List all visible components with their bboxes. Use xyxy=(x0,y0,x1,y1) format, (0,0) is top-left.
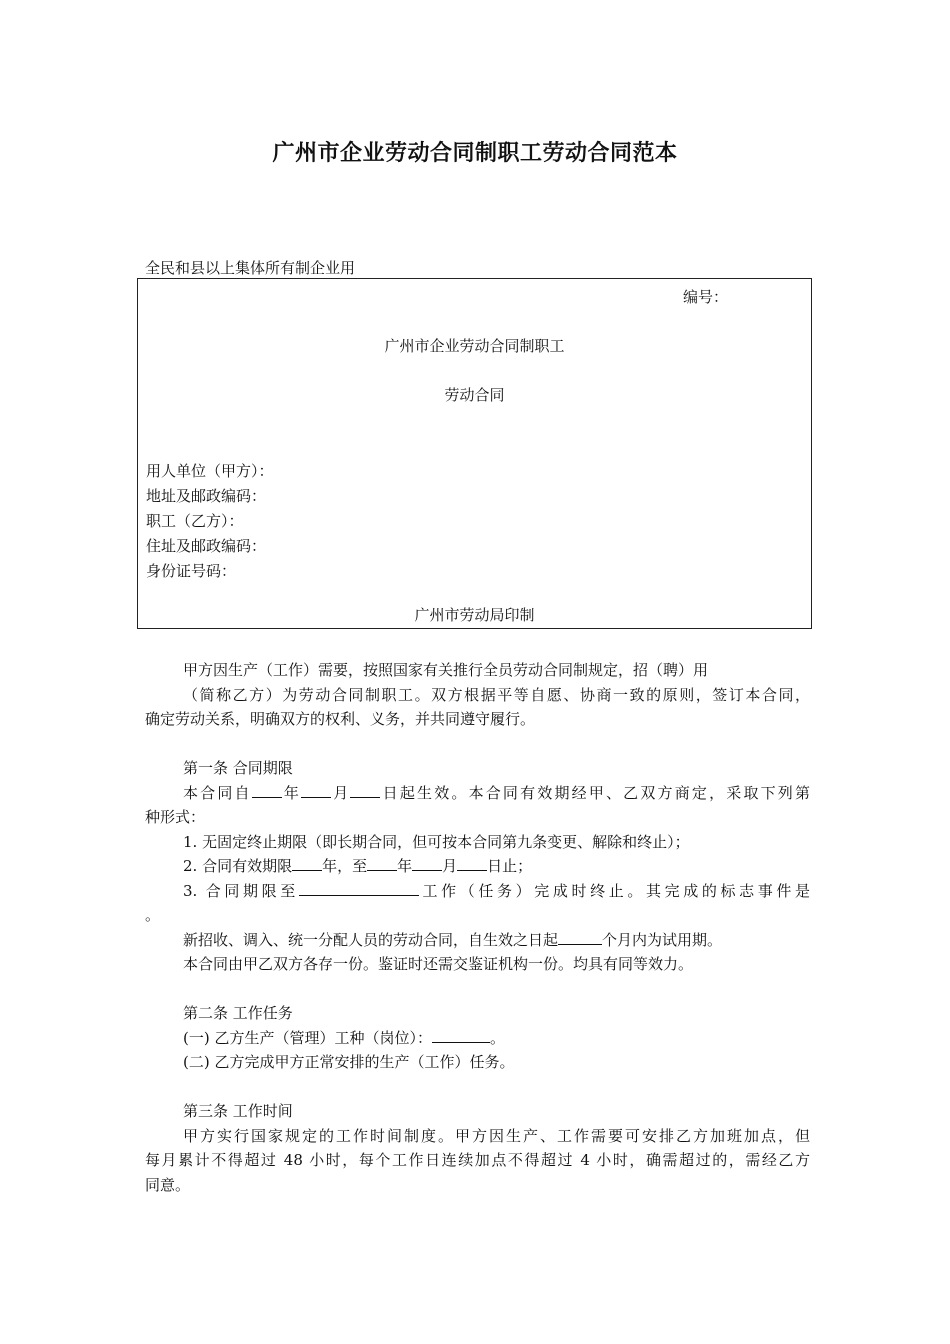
employer-address-field-label: 地址及邮政编码： xyxy=(146,487,267,505)
article1-heading: 第一条 合同期限 xyxy=(183,759,293,777)
article1-item2: 2. 合同有效期限 年，至 年 月 日止； xyxy=(183,857,533,875)
article1-copies: 本合同由甲乙双方各存一份。鉴证时还需交鉴证机构一份。均具有同等效力。 xyxy=(183,955,694,973)
preamble-line2: （简称乙方）为劳动合同制职工。双方根据平等自愿、协商一致的原则，签订本合同， xyxy=(183,685,810,704)
article1-paragraph1: 本合同自 年 月 日起生效。本合同有效期经甲、乙双方商定，采取下列第 xyxy=(183,783,810,802)
cover-fields xyxy=(146,459,274,584)
article2-heading: 第二条 工作任务 xyxy=(183,1004,293,1022)
preamble-line3: 确定劳动关系，明确双方的权利、义务，并共同遵守履行。 xyxy=(145,710,536,728)
document-subtitle: 全民和县以上集体所有制企业用 xyxy=(145,259,356,277)
employee-field-label: 职工（乙方）： xyxy=(146,512,244,530)
article3-line3: 同意。 xyxy=(145,1175,191,1194)
article3-heading: 第三条 工作时间 xyxy=(183,1102,293,1120)
preamble-line1: 甲方因生产（工作）需要，按照国家有关推行全员劳动合同制规定，招（聘）用 xyxy=(183,661,709,679)
article1-item3-end: 。 xyxy=(145,906,161,924)
cover-heading-line1: 广州市企业劳动合同制职工 xyxy=(384,337,565,355)
contract-body xyxy=(145,658,810,1197)
document-title: 广州市企业劳动合同制职工劳动合同范本 xyxy=(272,140,678,166)
cover-printer: 广州市劳动局印制 xyxy=(414,606,535,624)
article1-item3: 3. 合同期限至 工作（任务）完成时终止。其完成的标志事件是 xyxy=(183,881,810,900)
cover-heading-line2: 劳动合同 xyxy=(444,386,505,404)
article1-item1: 1. 无固定终止期限（即长期合同，但可按本合同第九条变更、解除和终止）； xyxy=(183,832,690,851)
cover-box xyxy=(137,278,812,629)
article2-item2: (二) 乙方完成甲方正常安排的生产（工作）任务。 xyxy=(183,1053,515,1071)
article1-paragraph1-line2: 种形式： xyxy=(145,808,206,826)
article3-line1: 甲方实行国家规定的工作时间制度。甲方因生产、工作需要可安排乙方加班加点，但 xyxy=(183,1126,810,1145)
article2-item1: (一) 乙方生产（管理）工种（岗位）： 。 xyxy=(183,1028,505,1047)
employee-address-field-label: 住址及邮政编码： xyxy=(146,537,267,555)
article3-line2: 每月累计不得超过 48 小时，每个工作日连续加点不得超过 4 小时，确需超过的，需经乙方 xyxy=(145,1151,810,1169)
id-number-field-label: 身份证号码： xyxy=(146,562,237,580)
employer-field-label: 用人单位（甲方）： xyxy=(146,462,274,480)
contract-number-label: 编号： xyxy=(683,288,729,306)
article1-probation: 新招收、调入、统一分配人员的劳动合同，自生效之日起 个月内为试用期。 xyxy=(183,930,723,949)
